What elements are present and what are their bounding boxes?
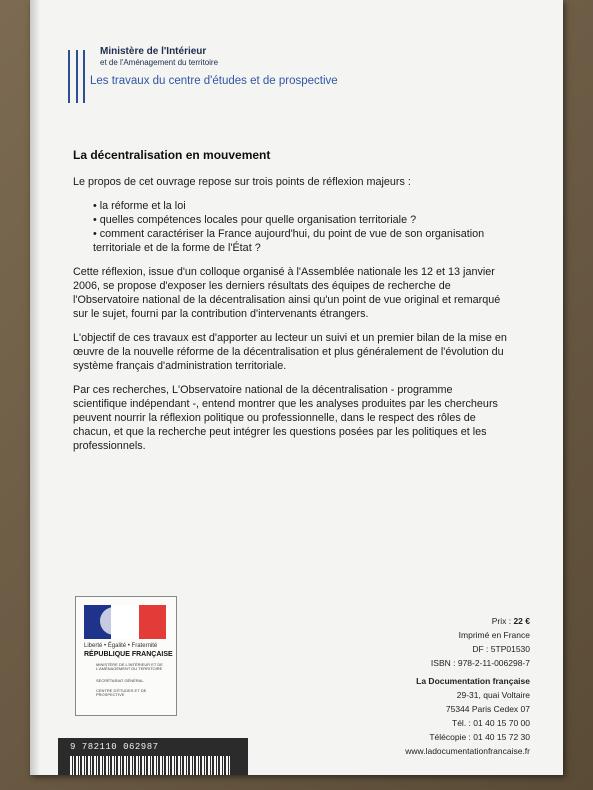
- intro-paragraph: Le propos de cet ouvrage repose sur trois points de réflexion majeurs :: [73, 176, 411, 188]
- telecopie: Télécopie : 01 40 15 72 30: [429, 732, 530, 742]
- ministry-heading: [100, 46, 218, 67]
- telephone: Tél. : 01 40 15 70 00: [452, 718, 530, 728]
- paragraph-2: L'objectif de ces travaux est d'apporter au lecteur un suivi et un premier bilan de la mise en œuvre de la nouvelle réforme de la décentralisation et plus généralement de l'évolution du système français d'administration territoriale.: [73, 332, 507, 372]
- header-rule: [68, 50, 70, 103]
- price-label: Prix :: [491, 616, 514, 626]
- book-back-cover: [30, 0, 563, 775]
- header-rule: [76, 50, 78, 103]
- paragraph-3: Par ces recherches, L'Observatoire national de la décentralisation - programme scientifique indépendant -, entend montrer que les analyses produites par les chercheurs peuvent nourrir la réflexion politique ou professionnelle, dans le respect des rôles de chacun, et que la recherche peut intégrer les questions posées par les politiques et les professionnels.: [73, 384, 498, 452]
- website-link: www.ladocumentationfrancaise.fr: [405, 746, 530, 756]
- ministry-subtitle: et de l'Aménagement du territoire: [100, 58, 219, 67]
- publication-info: [280, 614, 530, 758]
- book-title: La décentralisation en mouvement: [73, 148, 271, 162]
- description-block: [73, 148, 509, 463]
- logo-center-text: CENTRE D'ÉTUDES ET DE PROSPECTIVE: [96, 688, 147, 697]
- bullet-item: • la réforme et la loi: [93, 199, 509, 213]
- printed-location: Imprimé en France: [458, 630, 530, 640]
- df-code: DF : 5TP01530: [472, 644, 530, 654]
- logo-republic: RÉPUBLIQUE FRANÇAISE: [84, 651, 173, 658]
- bullet-item: • quelles compétences locales pour quelle organisation territoriale ?: [93, 213, 509, 227]
- ministry-name: Ministère de l'Intérieur: [100, 46, 207, 57]
- series-title: Les travaux du centre d'études et de prospective: [90, 75, 338, 87]
- price-value: 22 €: [513, 616, 530, 626]
- paragraph-1: Cette réflexion, issue d'un colloque organisé à l'Assemblée nationale les 12 et 13 janvier 2006, se propose d'exposer les derniers résultats des équipes de recherche de l'Observatoire national de la décentralisation ainsi qu'un point de vue original et remarqué sur le sujet, fourni par la contribution d'intervenants étrangers.: [73, 266, 501, 320]
- republic-logo: [75, 596, 177, 716]
- logo-ministry-text: MINISTÈRE DE L'INTÉRIEUR ET DE L'AMÉNAGEMENT DU TERRITOIRE: [96, 662, 163, 671]
- header-rule: [83, 50, 85, 103]
- price-line: [280, 614, 530, 628]
- logo-motto: Liberté • Égalité • Fraternité: [84, 643, 158, 649]
- logo-secretariat-text: SECRÉTARIAT GÉNÉRAL: [96, 678, 144, 683]
- isbn-code: ISBN : 978-2-11-006298-7: [430, 658, 530, 668]
- barcode-icon: [70, 756, 230, 775]
- bullet-list: [93, 199, 509, 255]
- address-line-1: 29-31, quai Voltaire: [456, 690, 530, 700]
- bullet-item: • comment caractériser la France aujourd'hui, du point de vue de son organisation territoriale et de la forme de l'État ?: [93, 227, 509, 255]
- publisher-name: La Documentation française: [416, 676, 530, 686]
- address-line-2: 75344 Paris Cedex 07: [445, 704, 530, 714]
- marianne-icon: [100, 607, 128, 635]
- barcode-number: 9 782110 062987: [70, 742, 159, 752]
